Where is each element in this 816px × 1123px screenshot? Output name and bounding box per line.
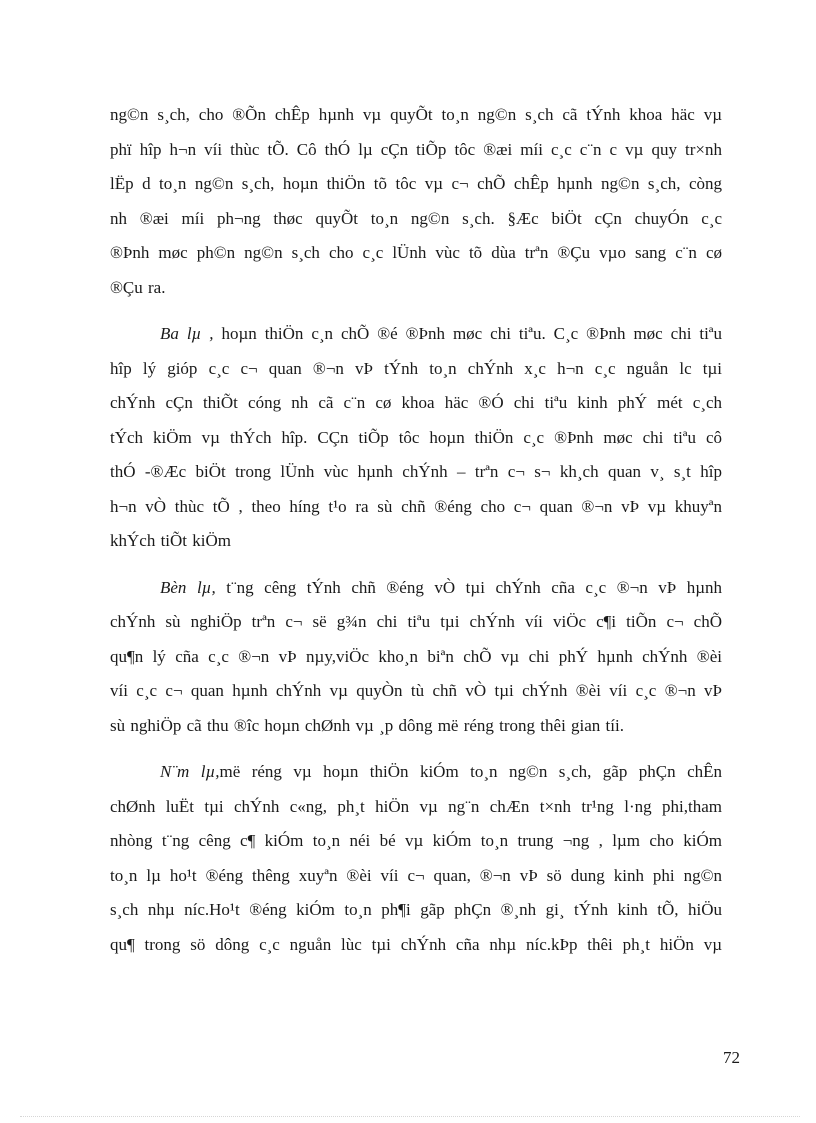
page-bottom-divider — [20, 1116, 800, 1117]
paragraph-lead: Ba lµ , — [160, 324, 214, 343]
paragraph-4 — [110, 755, 722, 962]
paragraph-1 — [110, 98, 722, 305]
text-line: sù nghiÖp cã thu ®îc hoµn chØnh vµ ¸p dông më réng trong thêi gian tíi. — [110, 715, 624, 735]
text-line — [110, 755, 722, 790]
text-line: phï hîp h¬n víi thùc tÕ. Cô thÓ lµ cÇn tiÕp tôc ®æi míi c¸c c¨n c vµ quy tr×nh — [110, 139, 722, 159]
paragraph-3 — [110, 571, 722, 744]
text-line: h¬n vÒ thùc tÕ , theo híng t¹o ra sù chñ ®éng cho c¬ quan ®¬n vÞ vµ khuyªn — [110, 496, 722, 516]
text-line: to¸n lµ ho¹t ®éng thêng xuyªn ®èi víi c¬ quan, ®¬n vÞ sö dung kinh phi ng©n — [110, 865, 722, 885]
text-line: lËp d to¸n ng©n s¸ch, hoµn thiÖn tõ tôc vµ c¬ chÕ chÊp hµnh ng©n s¸ch, còng — [110, 174, 722, 193]
text-line — [110, 571, 722, 606]
text-line — [110, 317, 722, 352]
text-line: nh ®æi míi ph¬ng thøc quyÕt to¸n ng©n s¸ch. §Æc biÖt cÇn chuyÓn c¸c — [110, 208, 722, 228]
body-text — [110, 98, 722, 962]
text-line: ng©n s¸ch, cho ®Õn chÊp hµnh vµ quyÕt to¸n ng©n s¸ch cã tÝnh khoa häc vµ — [110, 105, 722, 124]
text-run: më réng vµ hoµn thiÖn kiÓm to¸n ng©n s¸ch, gãp phÇn chÊn — [219, 762, 722, 781]
text-line: ®Þnh møc ph©n ng©n s¸ch cho c¸c lÜnh vùc tõ dùa trªn ®Çu vµo sang c¨n cø — [110, 243, 722, 262]
text-line: tÝch kiÖm vµ thÝch hîp. CÇn tiÕp tôc hoµn thiÖn c¸c ®Þnh møc chi tiªu cô — [110, 427, 722, 447]
paragraph-lead: Bèn lµ, — [160, 577, 216, 597]
text-line: qu¶ trong sö dông c¸c nguån lùc tµi chÝnh cña nhµ níc.kÞp thêi ph¸t hiÖn vµ — [110, 934, 722, 954]
text-line: chØnh luËt tµi chÝnh c«ng, ph¸t hiÖn vµ ng¨n chÆn t×nh tr¹ng l·ng phi,tham — [110, 796, 722, 816]
text-line: chÝnh cÇn thiÕt cóng nh cã c¨n cø khoa häc ®Ó chi tiªu kinh phÝ mét c¸ch — [110, 393, 722, 412]
text-line: thÓ -®Æc biÖt trong lÜnh vùc hµnh chÝnh – trªn c¬ s¬ kh¸ch quan v¸ s¸t hîp — [110, 462, 722, 481]
text-line: víi c¸c c¬ quan hµnh chÝnh vµ quyÒn tù chñ vÒ tµi chÝnh ®èi víi c¸c ®¬n vÞ — [110, 681, 722, 700]
paragraph-lead: N¨m lµ, — [160, 762, 220, 781]
text-line: chÝnh sù nghiÖp trªn c¬ së g¾n chi tiªu tµi chÝnh víi viÖc c¶i tiÕn c¬ chÕ — [110, 612, 722, 631]
text-line: hîp lý gióp c¸c c¬ quan ®¬n vÞ tÝnh to¸n chÝnh x¸c h¬n c¸c nguån lc tµi — [110, 358, 722, 378]
text-line: khÝch tiÕt kiÖm — [110, 531, 231, 550]
text-line: ®Çu ra. — [110, 277, 166, 297]
page-number: 72 — [723, 1048, 740, 1067]
text-line: qu¶n lý cña c¸c ®¬n vÞ nµy,viÖc kho¸n biªn chÕ vµ chi phÝ hµnh chÝnh ®èi — [110, 646, 722, 666]
text-run: hoµn thiÖn c¸n chÕ ®é ®Þnh møc chi tiªu. C¸c ®Þnh møc chi tiªu — [213, 324, 722, 343]
paragraph-2 — [110, 317, 722, 559]
text-run: t¨ng cêng tÝnh chñ ®éng vÒ tµi chÝnh cña c¸c ®¬n vÞ hµnh — [215, 577, 723, 597]
text-line: nhòng t¨ng cêng c¶ kiÓm to¸n néi bé vµ kiÓm to¸n trung ¬ng , lµm cho kiÓm — [110, 831, 722, 850]
text-line: s¸ch nhµ níc.Ho¹t ®éng kiÓm to¸n ph¶i gãp phÇn ®¸nh gi¸ tÝnh kinh tÕ, hiÖu — [110, 900, 722, 919]
